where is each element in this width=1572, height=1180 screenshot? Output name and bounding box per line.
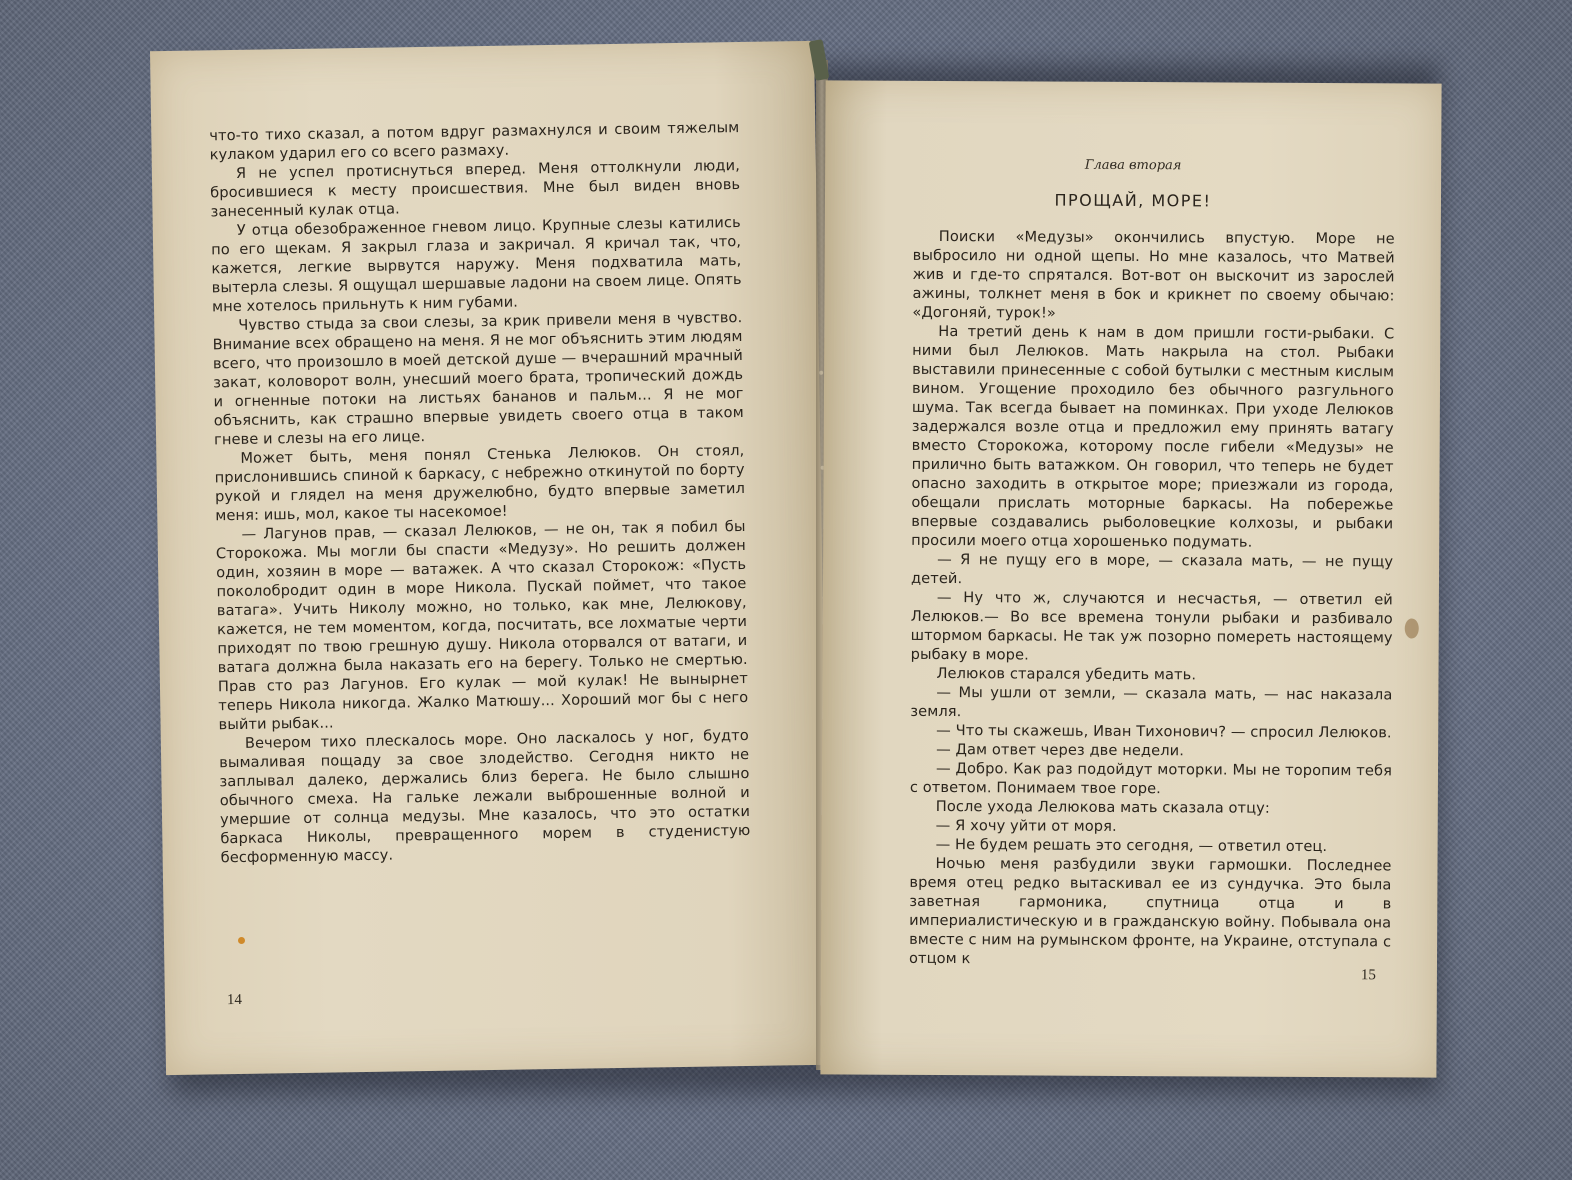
paragraph: что-то тихо сказал, а потом вдруг размахнулся и своим тяжелым кулаком ударил его со всего размаху. [209, 119, 740, 164]
paragraph: — Ну что ж, случаются и несчастья, — ответил ей Лелюков.— Во все времена тонули рыбаки и разбивало штормом баркасы. Не так уж позорно помереть настоящему рыбаку в море. [910, 588, 1393, 664]
ink-spot [238, 937, 245, 944]
paragraph: — Добро. Как раз подойдут моторки. Мы не торопим тебя с ответом. Понимаем твое горе. [909, 759, 1393, 798]
paragraph: Ночью меня разбудили звуки гармошки. Последнее время отец редко вытаскивал ее из сундучка. Это была заветная гармоника, спутница отца и в империалистическую и в гражданскую войну. Побывала она вместе с ним на румынском фронте, на Украине, отступала с отцом к [908, 854, 1392, 968]
paragraph: Может быть, меня понял Стенька Лелюков. Он стоял, прислонившись спиной к баркасу, с небрежно откинутой по борту рукой и глядел на меня дружелюбно, будто впервые заметил меня: ишь, мол, какое ты насекомое! [214, 441, 746, 525]
paragraph: У отца обезображенное гневом лицо. Крупные слезы катились по его щекам. Я закрыл глаза и закричал. Я кричал так, что, кажется, легкие вырвутся наружу. Меня подхватила мать, вытерла слезы. Я ощущал шершавые ладони на своем лице. Опять мне хотелось прильнуть к ним губами. [210, 214, 742, 316]
paragraph: После ухода Лелюкова мать сказала отцу: [935, 797, 1270, 817]
left-page [150, 41, 830, 1075]
paragraph: — Я не пущу его в море, — сказала мать, — не пущу детей. [910, 550, 1394, 588]
chapter-title: ПРОЩАЙ, МОРЕ! [1054, 190, 1212, 211]
chapter-label: Глава вторая [1084, 157, 1182, 174]
paragraph: — Я хочу уйти от моря. [935, 816, 1117, 835]
left-page-text [209, 118, 751, 867]
paragraph: — Дам ответ через две недели. [936, 740, 1185, 760]
right-page-number: 15 [1360, 967, 1376, 984]
paragraph: Поиски «Медузы» окончились впустую. Море не выбросило ни одной щепы. Но мне казалось, что Матвей жив и где-то спрятался. Вот-вот он выскочит из зарослей ажины, толкнет меня в бок и крикнет по своему обычаю: «Догоняй, турок!» [912, 227, 1395, 322]
paragraph: Лелюков старался убедить мать. [936, 664, 1197, 684]
paragraph: — Мы ушли от земли, — сказала мать, — нас наказала земля. [910, 683, 1393, 721]
left-page-number: 14 [226, 991, 243, 1009]
paragraph: — Не будем решать это сегодня, — ответил отец. [935, 835, 1328, 856]
paragraph: На третий день к нам в дом пришли гости-рыбаки. С ними был Лелюков. Мать накрыла на стол. Рыбаки выставили принесенные с собой бутылки с местным кислым вином. Угощение проходило без обычного разгульного шума. Так всегда бывает на поминках. При уходе Лелюков задержался возле отца и предложил ему принять ватагу вместо Сторокожа, которому после гибели «Медузы» не прилично быть ватажком. Он говорил, что теперь не будет опасно заходить в открытое море; приезжали из города, обещали прислать моторные баркасы. На побережье впервые создавались рыболовецкие колхозы, и рыбаки просили моего отца хорошенько подумать. [911, 322, 1395, 551]
right-page-text [909, 227, 1395, 971]
paragraph: Вечером тихо плескалось море. Оно ласкалось у ног, будто вымаливая пощаду за свое злодейство. Сегодня никто не заплывал далеко, держались близ берега. Не было слышно обычного смеха. На гальке лежали выброшенные волной и умершие от солнца медузы. Мне казалось, что это остатки баркаса Николы, превращенного морем в студенистую бесформенную массу. [219, 726, 751, 867]
paragraph: Я не успел протиснуться вперед. Меня оттолкнули люди, бросившиеся к месту происшествия. Мне был виден вновь занесенный кулак отца. [210, 157, 741, 221]
right-page [820, 80, 1441, 1077]
paragraph: — Что ты скажешь, Иван Тихонович? — спросил Лелюков. [936, 721, 1392, 742]
paper-stain [1405, 618, 1419, 638]
paragraph: Чувство стыда за свои слезы, за крик привели меня в чувство. Внимание всех обращено на меня. Я не мог объяснить этим людям всего, что произошло в моей детской душе — вчерашний мрачный закат, коловорот волн, унесший моего брата, тропический дождь и огненные потоки на листьях бананов и пальм... Я не мог объяснить, как страшно впервые увидеть своего отца в таком гневе и слезы на его лице. [212, 309, 744, 449]
paragraph: — Лагунов прав, — сказал Лелюков, — не он, так я побил бы Сторокожа. Мы могли бы спасти «Медузу». Но решить должен один, хозяин в море — ватажек. А что сказал Сторокож: «Пусть поколобродит один в море Никола. Пускай поймет, что такое ватага». Учить Николу можно, но только, как мне, Лелюкову, кажется, не тем моментом, когда, посчитать, все лохматые черти приходят по твою грешную душу. Никола оторвался от ватаги, и ватага должна была наказать его на берегу. Только не смертью. Прав сто раз Лагунов. Его кулак — мой кулак! Не вынырнет теперь Никола никогда. Жалко Матюшу... Хороший мог бы с него выйти рыбак... [215, 517, 749, 734]
